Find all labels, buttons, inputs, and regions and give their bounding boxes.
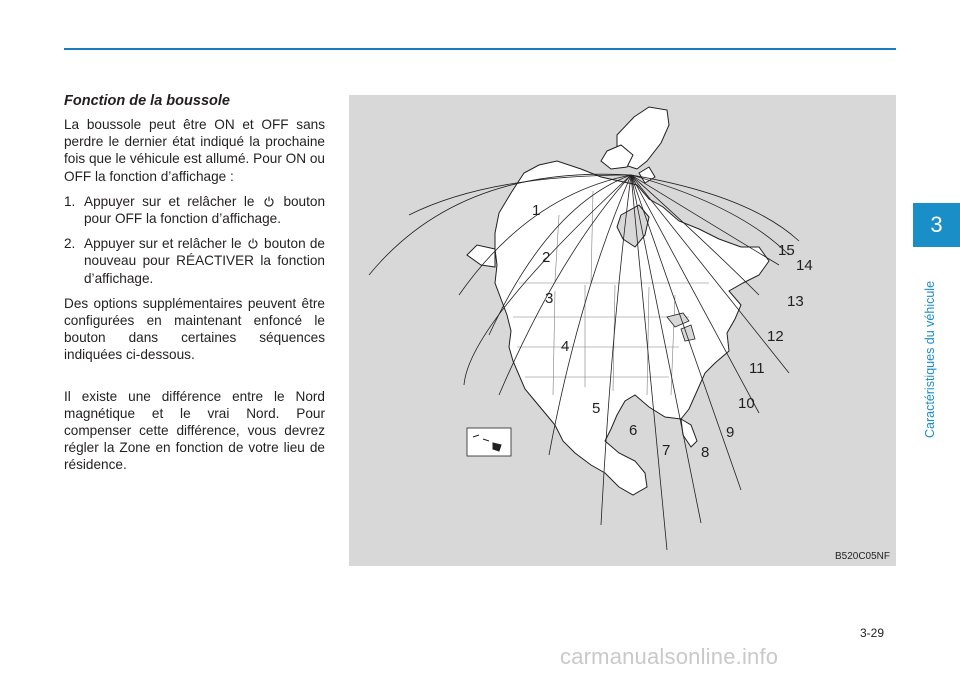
zone-label: 4 bbox=[561, 338, 570, 355]
zone-label: 10 bbox=[738, 395, 755, 412]
zone-label: 12 bbox=[767, 328, 784, 345]
zone-label: 15 bbox=[778, 242, 795, 259]
zone-label: 14 bbox=[796, 257, 813, 274]
step-1-number: 1. bbox=[64, 193, 76, 209]
zone-label: 8 bbox=[701, 444, 710, 461]
step-2-text bbox=[84, 235, 325, 287]
step-1-text-before: Appuyer sur et relâcher le bbox=[84, 193, 255, 209]
step-2-text-before: Appuyer sur et relâcher le bbox=[84, 236, 242, 252]
compass-zone-map bbox=[349, 95, 896, 566]
florida-shape bbox=[681, 419, 697, 447]
zone-label: 9 bbox=[726, 424, 735, 441]
text-column bbox=[64, 116, 325, 482]
hawaii-inset bbox=[467, 428, 511, 456]
zone-label: 5 bbox=[592, 400, 601, 417]
intro-paragraph: La boussole peut être ON et OFF sans perdre le dernier état indiqué la prochaine fois que le véhicule est allumé. Pour ON ou OFF la fonction d’affichage : bbox=[64, 117, 325, 184]
chapter-title: Caractéristiques du véhicule bbox=[923, 280, 937, 438]
chapter-tab: 3 bbox=[913, 203, 960, 247]
zone-label: 1 bbox=[532, 202, 541, 219]
power-icon bbox=[248, 238, 258, 249]
zone-label: 3 bbox=[545, 290, 554, 307]
watermark: carmanualsonline.info bbox=[560, 644, 779, 669]
step-1-text bbox=[84, 193, 325, 227]
page-number: 3-29 bbox=[860, 626, 885, 640]
zone-label: 6 bbox=[629, 422, 638, 439]
section-heading: Fonction de la boussole bbox=[64, 93, 230, 109]
declination-paragraph: Il existe une différence entre le Nord magnétique et le vrai Nord. Pour compenser cette différence, vous devrez régler la Zone en fonction de votre lieu de résidence. bbox=[64, 388, 325, 473]
power-icon bbox=[264, 196, 274, 207]
zone-label: 13 bbox=[787, 293, 804, 310]
step-2-number: 2. bbox=[64, 236, 76, 252]
top-rule bbox=[64, 48, 896, 50]
step-2-text-after: bouton de nouveau pour RÉACTIVER la fonction d’affichage. bbox=[84, 236, 325, 286]
figure-code: B520C05NF bbox=[834, 551, 890, 562]
options-paragraph: Des options supplémentaires peuvent être configurées en maintenant enfoncé le bouton dans certaines séquences indiquées ci-dessous. bbox=[64, 295, 325, 363]
arctic-islands-shape bbox=[639, 167, 655, 183]
map-illustration bbox=[349, 95, 896, 566]
zone-label: 11 bbox=[749, 360, 765, 377]
step-1 bbox=[64, 193, 325, 227]
zone-label: 2 bbox=[542, 249, 551, 266]
step-2 bbox=[64, 235, 325, 287]
zone-label: 7 bbox=[662, 442, 671, 459]
step-1-text-after: bouton pour OFF la fonction d’affichage. bbox=[84, 193, 326, 227]
